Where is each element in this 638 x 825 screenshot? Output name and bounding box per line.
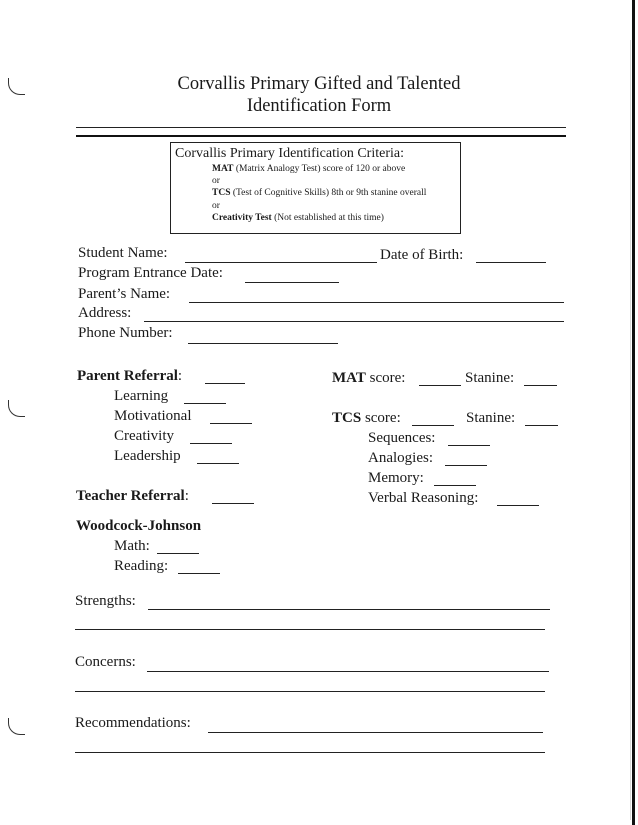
strengths-label: Strengths: <box>75 593 136 609</box>
criteria-heading: Corvallis Primary Identification Criteria: <box>175 146 404 161</box>
mat-score-label: MAT score: <box>332 370 406 386</box>
creativity-label: Creativity <box>114 428 174 444</box>
date-of-birth-field[interactable] <box>476 262 546 263</box>
verbal-reasoning-field[interactable] <box>497 505 539 506</box>
student-name-label: Student Name: <box>78 245 168 261</box>
sequences-label: Sequences: <box>368 430 436 446</box>
memory-field[interactable] <box>434 485 476 486</box>
address-field[interactable] <box>144 321 564 322</box>
strengths-field-line-2[interactable] <box>75 629 545 630</box>
learning-label: Learning <box>114 388 169 404</box>
criteria-item: or <box>212 176 220 186</box>
analogies-label: Analogies: <box>368 450 433 466</box>
parents-name-field[interactable] <box>189 302 564 303</box>
student-name-field[interactable] <box>185 262 377 263</box>
wj-math-field[interactable] <box>157 553 199 554</box>
wj-math-label: Math: <box>114 538 150 554</box>
parent-referral-field[interactable] <box>205 383 245 384</box>
memory-label: Memory: <box>368 470 424 486</box>
phone-number-label: Phone Number: <box>78 325 173 341</box>
concerns-label: Concerns: <box>75 654 136 670</box>
title-divider <box>76 127 566 128</box>
analogies-field[interactable] <box>445 465 487 466</box>
teacher-referral-field[interactable] <box>212 503 254 504</box>
leadership-field[interactable] <box>197 463 239 464</box>
program-entrance-date-field[interactable] <box>245 282 339 283</box>
wj-reading-field[interactable] <box>178 573 220 574</box>
phone-number-field[interactable] <box>188 343 338 344</box>
woodcock-johnson-label: Woodcock-Johnson <box>76 518 202 534</box>
teacher-referral-label: Teacher Referral: <box>76 488 189 504</box>
title-line-2: Identification Form <box>246 96 392 116</box>
form-title <box>0 73 638 117</box>
recommendations-field-line-2[interactable] <box>75 752 545 753</box>
recommendations-field-line-1[interactable] <box>208 732 543 733</box>
creativity-field[interactable] <box>190 443 232 444</box>
tcs-score-label: TCS score: <box>332 410 401 426</box>
binder-hole-icon <box>8 718 25 735</box>
tcs-stanine-label: Stanine: <box>466 410 516 426</box>
concerns-field-line-1[interactable] <box>147 671 549 672</box>
title-divider-thick <box>76 135 566 137</box>
criteria-box <box>170 142 461 234</box>
learning-field[interactable] <box>184 403 226 404</box>
sequences-field[interactable] <box>448 445 490 446</box>
strengths-field-line-1[interactable] <box>148 609 550 610</box>
mat-stanine-field[interactable] <box>524 385 557 386</box>
program-entrance-date-label: Program Entrance Date: <box>78 265 223 281</box>
leadership-label: Leadership <box>114 448 181 464</box>
wj-reading-label: Reading: <box>114 558 169 574</box>
criteria-item: Creativity Test (Not established at this time) <box>212 213 384 223</box>
verbal-reasoning-label: Verbal Reasoning: <box>368 490 479 506</box>
page-edge-shadow <box>630 40 631 820</box>
date-of-birth-label: Date of Birth: <box>380 247 464 263</box>
motivational-field[interactable] <box>210 423 252 424</box>
binder-hole-icon <box>8 400 25 417</box>
recommendations-label: Recommendations: <box>75 715 191 731</box>
concerns-field-line-2[interactable] <box>75 691 545 692</box>
parents-name-label: Parent’s Name: <box>78 286 171 302</box>
criteria-item: MAT (Matrix Analogy Test) score of 120 or above <box>212 164 406 174</box>
criteria-item: TCS (Test of Cognitive Skills) 8th or 9th stanine overall <box>212 188 427 198</box>
mat-stanine-label: Stanine: <box>465 370 515 386</box>
page-edge <box>632 0 635 825</box>
address-label: Address: <box>78 305 132 321</box>
tcs-score-field[interactable] <box>412 425 454 426</box>
mat-score-field[interactable] <box>419 385 461 386</box>
criteria-item: or <box>212 201 220 211</box>
title-line-1: Corvallis Primary Gifted and Talented <box>177 74 461 94</box>
motivational-label: Motivational <box>114 408 192 424</box>
parent-referral-label: Parent Referral: <box>77 368 183 384</box>
tcs-stanine-field[interactable] <box>525 425 558 426</box>
